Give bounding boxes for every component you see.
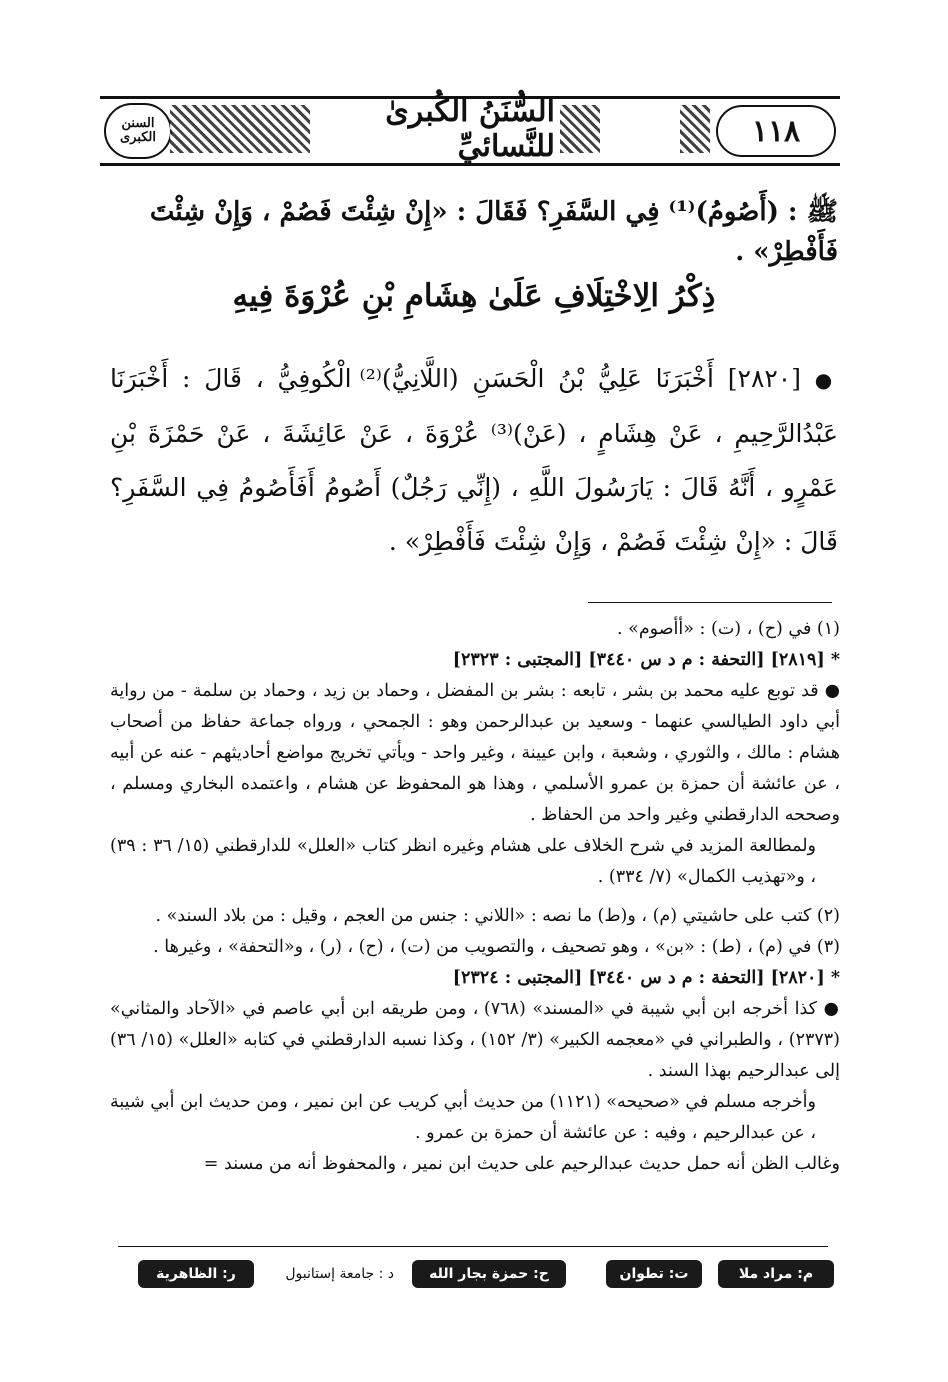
footnotes [110, 614, 840, 1180]
footer-divider [118, 1246, 828, 1247]
footnote-1: (١) في (ح) ، (ت) : «أأصوم» . [616, 619, 840, 639]
book-seal-emblem: السنن الكبرى [104, 103, 172, 159]
manuscript-key [0, 1258, 948, 1294]
note-2820-last: وغالب الظن أنه حمل حديث عبدالرحيم على حديث ابن نمير ، والمحفوظ أنه من مسند = [203, 1154, 840, 1174]
manuscript-tag-r: ر: الظاهرية [138, 1260, 254, 1288]
manuscript-tag-h: ح: حمزة بجار الله [412, 1260, 566, 1288]
header-ornament [560, 105, 600, 153]
note-2819-more: ولمطالعة المزيد في شرح الخلاف على هشام وغيره انظر كتاب «العلل» للدارقطني (١٥/ ٣٦ : ٣٩) ، و«تهذيب الكمال» (٧/ ٣٣٤) . [110, 836, 816, 887]
hadith-text: [٢٨٢٠] أَخْبَرَنَا عَلِيُّ بْنُ الْحَسَنِ (اللَّانِيُّ)⁽²⁾ الْكُوفِيُّ ، قَالَ : أَخْبَرَنَا عَبْدُالرَّحِيمِ ، عَنْ هِشَامٍ ، (عَنْ)⁽³⁾ عُرْوَةَ ، عَنْ عَائِشَةَ ، عَنْ حَمْزَةَ بْنِ عَمْرٍو ، أَنَّهُ قَالَ : يَارَسُولَ اللَّهِ ، (إِنِّي رَجُلٌ) أَصُومُ أَفَأَصُومُ فِي السَّفَرِ؟ قَالَ : «إِنْ شِئْتَ فَصُمْ ، وَإِنْ شِئْتَ فَأَفْطِرْ» . [110, 364, 838, 556]
hadith-2820 [110, 352, 838, 569]
note-2820-more: وأخرجه مسلم في «صحيحه» (١١٢١) من حديث أبي كريب عن ابن نمير ، ومن حديث ابن أبي شيبة ، عن عبدالرحيم ، وفيه : عن عائشة أن حمزة بن عمرو . [110, 1092, 816, 1143]
page-number: ١١٨ [716, 105, 836, 157]
manuscript-label-d: د : جامعة إستانبول [285, 1266, 394, 1282]
footnote-2: (٢) كتب على حاشيتي (م) ، و(ط) ما نصه : «اللاني : جنس من العجم ، وقيل : من بلاد السند» . [155, 906, 840, 926]
header-ornament [170, 105, 310, 153]
manuscript-tag-t: ت: تطوان [606, 1260, 702, 1288]
note-2820-body: ● كذا أخرجه ابن أبي شيبة في «المسند» (٧٦٨) ، ومن طريقه ابن أبي عاصم في «الآحاد والمثاني» (٢٣٧٣) ، والطبراني في «معجمه الكبير» (٣/ ١٥٢) ، وكذا نسبه الدارقطني في كتابه «العلل» (١٥/ ٣٦) إلى عبدالرحيم بهذا السند . [110, 999, 840, 1081]
bullet-icon: ● [814, 368, 839, 392]
continued-text-line: ﷺ : (أَصُومُ)⁽¹⁾ فِي السَّفَرِ؟ فَقَالَ : «إِنْ شِئْتَ فَصُمْ ، وَإِنْ شِئْتَ فَأَفْطِرْ» . [149, 197, 838, 267]
note-2820-header: * [٢٨٢٠] [التحفة : م د س ٣٤٤٠] [المجتبى : ٢٣٢٤] [452, 968, 840, 988]
note-2819-body: ● قد توبع عليه محمد بن بشر ، تابعه : بشر بن المفضل ، وحماد بن زيد ، وحماد بن سلمة - من رواية أبي داود الطيالسي عنهما - وسعيد بن عبدالرحمن وهو : الجمحي ، ورواه جماعة حفاظ من أصحاب هشام : مالك ، والثوري ، وشعبة ، وابن عيينة ، وغير واحد - ويأتي تخريج مواضع أحاديثهم - عنه عن أبيه ، عن عائشة أن حمزة بن عمرو الأسلمي ، وهذا هو المحفوظ عن هشام ، واعتمده البخاري ومسلم ، وصححه الدارقطني وغير واحد من الحفاظ . [110, 681, 840, 825]
header-ornament [680, 105, 710, 153]
section-heading: ذِكْرُ الِاخْتِلَافِ عَلَىٰ هِشَامِ بْنِ عُرْوَةَ فِيهِ [232, 278, 716, 314]
note-2819-header: * [٢٨١٩] [التحفة : م د س ٣٤٤٠] [المجتبى : ٢٣٢٣] [452, 650, 840, 670]
footnote-divider [588, 602, 832, 603]
page-header [100, 96, 840, 166]
footnote-3: (٣) في (م) ، (ط) : «بن» ، وهو تصحيف ، والتصويب من (ت) ، (ح) ، (ر) ، و«التحفة» ، وغيرها . [153, 937, 840, 957]
manuscript-tag-m: م: مراد ملا [718, 1260, 834, 1288]
book-title: السُّنَنُ الكُبرىٰ للنَّسائيِّ [315, 105, 555, 153]
